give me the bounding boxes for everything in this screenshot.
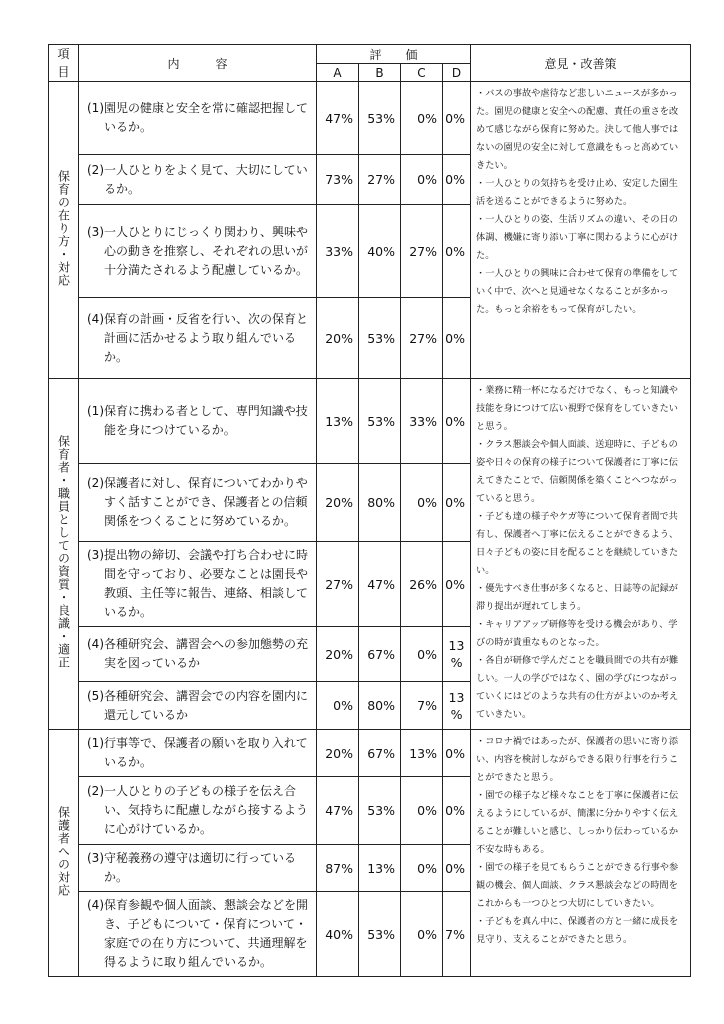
grade-c-value: 27% bbox=[401, 205, 443, 298]
category-cell: 保育の在り方・対応 bbox=[49, 82, 79, 379]
grade-a-value: 20% bbox=[317, 464, 359, 542]
opinion-text: ・子ども達の様子やケガ等について保育者間で共有し、保護者へ丁寧に伝えることができるよう、日々子どもの姿に目を配ることを継続していきたい。 bbox=[476, 511, 679, 576]
grade-c-value: 0% bbox=[401, 155, 443, 205]
opinion-header: 意見・改善策 bbox=[471, 45, 691, 82]
item-cell: (1) 保育に携わる者として、専門知識や技能を身につけているか。 bbox=[79, 379, 317, 464]
grade-a-value: 73% bbox=[317, 155, 359, 205]
grade-c-value: 0% bbox=[401, 845, 443, 892]
grade-d-value: 0% bbox=[443, 542, 471, 627]
opinion-text: ・子どもを真ん中に、保護者の方と一緒に成長を見守り、支えることができたと思う。 bbox=[476, 916, 679, 945]
item-header: 項 目 bbox=[49, 45, 79, 82]
grade-c-value: 33% bbox=[401, 379, 443, 464]
grade-d-value: 0% bbox=[443, 298, 471, 379]
item-cell: (1) 行事等で、保護者の願いを取り入れているか。 bbox=[79, 730, 317, 777]
grade-b-value: 27% bbox=[359, 155, 401, 205]
grade-b-value: 80% bbox=[359, 682, 401, 730]
opinion-cell bbox=[471, 82, 691, 379]
grade-c-value: 27% bbox=[401, 298, 443, 379]
opinion-text: ・園での様子など様々なことを丁寧に保護者に伝えるようにしているが、簡潔に分かりやすく伝えることが難しいと感じ、しっかり伝わっているか不安な時もある。 bbox=[476, 790, 679, 855]
grade-b-value: 80% bbox=[359, 464, 401, 542]
grade-d-value: 0% bbox=[443, 730, 471, 777]
opinion-text: ・コロナ禍ではあったが、保護者の思いに寄り添い、内容を検討しながらできる限り行事を行うことができたと思う。 bbox=[476, 736, 679, 783]
item-cell: (4) 各種研究会、講習会への参加態勢の充実を図っているか bbox=[79, 627, 317, 682]
item-cell: (1) 園児の健康と安全を常に確認把握しているか。 bbox=[79, 82, 317, 155]
grade-c-header: C bbox=[401, 64, 443, 82]
opinion-text: ・バスの事故や虐待など悲しいニュースが多かった。園児の健康と安全への配慮、責任の重さを改めて感じながら保育に努めた。決して他人事ではないの園児の安全に対して意識をもっと高めていきたい。 bbox=[476, 88, 679, 171]
grade-b-value: 53% bbox=[359, 82, 401, 155]
item-cell: (3) 守秘義務の遵守は適切に行っているか。 bbox=[79, 845, 317, 892]
grade-b-value: 67% bbox=[359, 730, 401, 777]
grade-c-value: 26% bbox=[401, 542, 443, 627]
grade-a-value: 27% bbox=[317, 542, 359, 627]
grade-a-value: 33% bbox=[317, 205, 359, 298]
evaluation-header: 評 価 bbox=[317, 45, 471, 64]
grade-b-value: 53% bbox=[359, 892, 401, 977]
opinion-text: ・キャリアアップ研修等を受ける機会があり、学びの時が貴重なものとなった。 bbox=[476, 619, 678, 648]
opinion-cell bbox=[471, 379, 691, 730]
item-cell: (5) 各種研究会、講習会での内容を園内に還元しているか bbox=[79, 682, 317, 730]
opinion-text: ・一人ひとりの姿、生活リズムの違い、その日の体調、機嫌に寄り添い丁寧に関わるように心がけた。 bbox=[476, 214, 679, 261]
grade-b-value: 67% bbox=[359, 627, 401, 682]
grade-b-value: 40% bbox=[359, 205, 401, 298]
grade-d-value: 13 % bbox=[443, 682, 471, 730]
item-cell: (3) 一人ひとりにじっくり関わり、興味や心の動きを推察し、それぞれの思いが十分満たされるよう配慮しているか。 bbox=[79, 205, 317, 298]
item-cell: (2) 一人ひとりの子どもの様子を伝え合い、気持ちに配慮しながら接するように心がけているか。 bbox=[79, 777, 317, 845]
opinion-text: ・一人ひとりの興味に合わせて保育の準備をしていく中で、次へと見通せなくなることが多かった。もっと余裕をもって保育がしたい。 bbox=[476, 268, 679, 315]
grade-d-value: 0% bbox=[443, 379, 471, 464]
opinion-cell bbox=[471, 730, 691, 977]
opinion-text: ・一人ひとりの気持ちを受け止め、安定した園生活を送ることができるように努めた。 bbox=[476, 178, 678, 207]
evaluation-table bbox=[48, 44, 691, 977]
grade-a-value: 47% bbox=[317, 82, 359, 155]
grade-d-value: 0% bbox=[443, 82, 471, 155]
grade-d-value: 7% bbox=[443, 892, 471, 977]
grade-d-header: D bbox=[443, 64, 471, 82]
item-cell: (3) 提出物の締切、会議や打ち合わせに時間を守っており、必要なことは園長や教頭、主任等に報告、連絡、相談しているか。 bbox=[79, 542, 317, 627]
grade-c-value: 0% bbox=[401, 627, 443, 682]
grade-c-value: 7% bbox=[401, 682, 443, 730]
grade-b-value: 53% bbox=[359, 379, 401, 464]
opinion-text: ・各自が研修で学んだことを職員間での共有が難しい。一人の学びではなく、園の学びにつながっていくにはどのような共有の仕方がよいのか考えていきたい。 bbox=[476, 655, 679, 720]
opinion-text: ・クラス懇談会や個人面談、送迎時に、子どもの姿や日々の保育の様子について保護者に丁寧に伝えてきたことで、信頼関係を築くことへつながっていると思う。 bbox=[476, 439, 678, 504]
grade-a-value: 47% bbox=[317, 777, 359, 845]
category-cell: 保護者への対応 bbox=[49, 730, 79, 977]
grade-b-value: 47% bbox=[359, 542, 401, 627]
item-cell: (2) 保護者に対し、保育についてわかりやすく話すことができ、保護者との信頼関係をつくることに努めているか。 bbox=[79, 464, 317, 542]
grade-d-value: 0% bbox=[443, 205, 471, 298]
grade-c-value: 0% bbox=[401, 464, 443, 542]
grade-a-value: 20% bbox=[317, 627, 359, 682]
grade-d-value: 0% bbox=[443, 777, 471, 845]
grade-a-header: A bbox=[317, 64, 359, 82]
grade-a-value: 40% bbox=[317, 892, 359, 977]
grade-b-value: 53% bbox=[359, 298, 401, 379]
item-cell: (2) 一人ひとりをよく見て、大切にしているか。 bbox=[79, 155, 317, 205]
grade-a-value: 20% bbox=[317, 730, 359, 777]
grade-c-value: 0% bbox=[401, 777, 443, 845]
grade-d-value: 13 % bbox=[443, 627, 471, 682]
grade-a-value: 0% bbox=[317, 682, 359, 730]
content-header: 内 容 bbox=[79, 45, 317, 82]
grade-a-value: 20% bbox=[317, 298, 359, 379]
grade-b-value: 53% bbox=[359, 777, 401, 845]
grade-c-value: 0% bbox=[401, 82, 443, 155]
grade-d-value: 0% bbox=[443, 845, 471, 892]
grade-c-value: 0% bbox=[401, 892, 443, 977]
grade-c-value: 13% bbox=[401, 730, 443, 777]
item-cell: (4) 保育参観や個人面談、懇談会などを開き、子どもについて・保育について・家庭での在り方について、共通理解を得るように取り組んでいるか。 bbox=[79, 892, 317, 977]
grade-a-value: 87% bbox=[317, 845, 359, 892]
grade-a-value: 13% bbox=[317, 379, 359, 464]
opinion-text: ・優先すべき仕事が多くなると、日誌等の記録が滞り提出が遅れてしまう。 bbox=[476, 583, 678, 612]
opinion-text: ・園での様子を見てもらうことができる行事や参観の機会、個人面談、クラス懇談会などの時間をこれからも一つひとつ大切にしていきたい。 bbox=[476, 862, 679, 909]
opinion-text: ・業務に精一杯になるだけでなく、もっと知識や技能を身につけて広い視野で保育をしていきたいと思う。 bbox=[476, 385, 678, 432]
grade-d-value: 0% bbox=[443, 464, 471, 542]
grade-b-header: B bbox=[359, 64, 401, 82]
grade-b-value: 13% bbox=[359, 845, 401, 892]
item-cell: (4) 保育の計画・反省を行い、次の保育と計画に活かせるよう取り組んでいるか。 bbox=[79, 298, 317, 379]
grade-d-value: 0% bbox=[443, 155, 471, 205]
category-cell: 保育者・職員としての資質・良識・適正 bbox=[49, 379, 79, 730]
